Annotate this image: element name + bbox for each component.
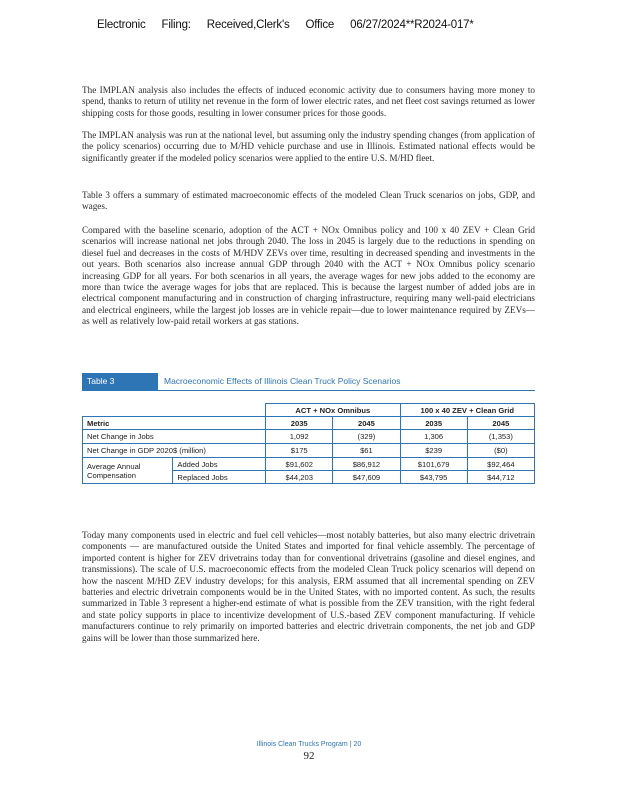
filing-header-part5: 06/27/2024**R2024-017* xyxy=(350,19,474,31)
row-sublabel-added: Added Jobs xyxy=(173,458,266,471)
metric-header: Metric xyxy=(83,417,266,430)
table-cell: ($0) xyxy=(467,444,534,458)
paragraph-table-intro: Table 3 offers a summary of estimated macroeconomic effects of the modeled Clean Truck scenarios on jobs, GDP, and wages. xyxy=(82,190,535,212)
footer-program: Illinois Clean Trucks Program | 20 xyxy=(256,741,362,748)
filing-header-part3: Received,Clerk's xyxy=(206,19,290,31)
table-cell: $101,679 xyxy=(400,458,467,471)
table-row-gdp xyxy=(83,444,535,458)
row-label-compensation: Average Annual Compensation xyxy=(83,458,173,484)
year-header: 2035 xyxy=(266,417,333,430)
paragraph-imported-components: Today many components used in electric and fuel cell vehicles—most notably batteries, but also many electric drivetrain components — are manufactured outside the United States and imported for final vehicle assembly. The percentage of imported content is higher for ZEV drivetrains today than for conventional drivetrains (gasoline and diesel engines, and transmissions). The scale of U.S. macroeconomic effects from the modeled Clean Truck policy scenarios will depend on how the nascent M/HD ZEV industry develops; for this analysis, ERM assumed that all incremental spending on ZEV batteries and electric drivetrain components would be in the United States, with no imported content. As such, the results summarized in Table 3 represent a higher-end estimate of what is possible from the ZEV transition, with the right federal and state policy supports in place to incentivize development of U.S.-based ZEV component manufacturing. If vehicle manufacturers continue to rely primarily on imported batteries and electric drivetrain components, the net job and GDP gains will be lower than those summarized here. xyxy=(82,530,535,643)
table-cell: $47,609 xyxy=(333,471,400,484)
table-caption: Macroeconomic Effects of Illinois Clean Truck Policy Scenarios xyxy=(164,376,401,386)
macro-effects-table xyxy=(82,403,535,484)
table-cell: (329) xyxy=(333,430,400,444)
year-header: 2035 xyxy=(400,417,467,430)
table-blank-corner xyxy=(83,404,266,417)
row-sublabel-replaced: Replaced Jobs xyxy=(173,471,266,484)
table-title-bar xyxy=(82,373,535,391)
table-cell: $44,203 xyxy=(266,471,333,484)
filing-header-part4: Office xyxy=(305,19,335,31)
table-year-header-row xyxy=(83,417,535,430)
group-header-100x40: 100 x 40 ZEV + Clean Grid xyxy=(400,404,534,417)
table-label: Table 3 xyxy=(82,373,158,390)
table-group-header-row xyxy=(83,404,535,417)
group-header-act-nox: ACT + NOx Omnibus xyxy=(266,404,400,417)
table-row-jobs xyxy=(83,430,535,444)
table-cell: $239 xyxy=(400,444,467,458)
table-cell: $86,912 xyxy=(333,458,400,471)
filing-header-part2: Filing: xyxy=(161,19,191,31)
filing-header-part1: Electronic xyxy=(97,19,146,31)
table-cell: 1,306 xyxy=(400,430,467,444)
table-cell: $43,795 xyxy=(400,471,467,484)
table-cell: $61 xyxy=(333,444,400,458)
table-cell: 1,092 xyxy=(266,430,333,444)
paragraph-scenario-comparison: Compared with the baseline scenario, adoption of the ACT + NOx Omnibus policy and 100 x 40 ZEV + Clean Grid scenarios will increase national net jobs through 2040. The loss in 2045 is largely due to the reductions in spending on diesel fuel and decreases in the costs of M/HDV ZEVs over time, resulting in decreased spending and investments in the out years. Both scenarios also increase annual GDP through 2040 with the ACT + NOx Omnibus policy scenario increasing GDP for all years. For both scenarios in all years, the average wages for new jobs added to the economy are more than twice the average wages for jobs that are replaced. This is because the largest number of added jobs are in electrical component manufacturing and in construction of charging infrastructure, requiring many well-paid electricians and electrical engineers, while the largest job losses are in vehicle repair—due to lower maintenance required by ZEVs—as well as relatively low-paid retail workers at gas stations. xyxy=(82,225,535,327)
year-header: 2045 xyxy=(467,417,534,430)
table-cell: $91,602 xyxy=(266,458,333,471)
paragraph-implan-national: The IMPLAN analysis was run at the national level, but assuming only the industry spending changes (from application of the policy scenarios) occurring due to M/HD vehicle purchase and use in Illinois. Estimated national effects would be significantly greater if the modeled policy scenarios were applied to the entire U.S. M/HD fleet. xyxy=(82,130,535,163)
filing-header xyxy=(97,19,537,31)
row-label-gdp: Net Change in GDP 2020$ (million) xyxy=(83,444,266,458)
table-cell: (1,353) xyxy=(467,430,534,444)
paragraph-implan-induced: The IMPLAN analysis also includes the effects of induced economic activity due to consumers having more money to spend, thanks to return of utility net revenue in the form of lower electric rates, and net fleet cost savings returned as lower shipping costs for those goods, resulting in lower consumer prices for those goods. xyxy=(82,85,535,118)
page-number: 92 xyxy=(303,750,315,762)
table-cell: $44,712 xyxy=(467,471,534,484)
table-row-added-jobs xyxy=(83,458,535,471)
row-label-jobs: Net Change in Jobs xyxy=(83,430,266,444)
table-cell: $175 xyxy=(266,444,333,458)
year-header: 2045 xyxy=(333,417,400,430)
table-cell: $92,464 xyxy=(467,458,534,471)
